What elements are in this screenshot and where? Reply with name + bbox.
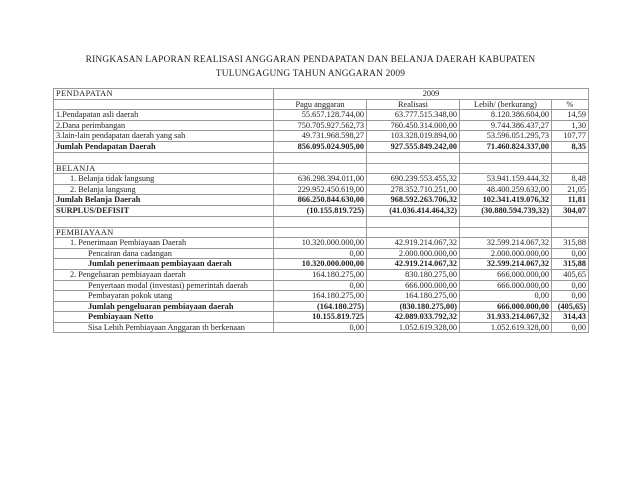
realisasi-value: 927.555.849.242,00 [367, 141, 460, 152]
realisasi-value: (41.036.414.464,32) [367, 205, 460, 216]
row-label: Jumlah Belanja Daerah [54, 195, 274, 206]
column-header-pagu: Pagu anggaran [274, 99, 367, 110]
lebih-value: 53.941.159.444,32 [460, 174, 552, 185]
pagu-value: (164.180.275) [274, 301, 367, 312]
empty-cell [552, 227, 589, 238]
lebih-value: 1.052.619.328,00 [460, 322, 552, 333]
empty-cell [460, 163, 552, 174]
pagu-value: 10.155.819.725 [274, 312, 367, 323]
realisasi-value: 666.000.000,00 [367, 280, 460, 291]
total-row-belanja [54, 195, 589, 206]
column-header-percent: % [552, 99, 589, 110]
row-label: 1. Penerimaan Pembiayaan Daerah [54, 238, 274, 249]
percent-value: 314,43 [552, 312, 589, 323]
pagu-value: 0,00 [274, 322, 367, 333]
lebih-value: 666.000.000,00 [460, 301, 552, 312]
realisasi-value: 278.352.710.251,00 [367, 184, 460, 195]
row-label: 2.Dana perimbangan [54, 120, 274, 131]
pagu-value: 866.250.844.630,00 [274, 195, 367, 206]
percent-value: 8,35 [552, 141, 589, 152]
table-row [54, 238, 589, 249]
table-row [54, 291, 589, 302]
realisasi-value: 2.000.000.000,00 [367, 248, 460, 259]
section-label: BELANJA [54, 163, 274, 174]
spacer-row [54, 216, 589, 227]
lebih-value: (30.880.594.739,32) [460, 205, 552, 216]
percent-value: 0,00 [552, 322, 589, 333]
lebih-value: 666.000.000,00 [460, 280, 552, 291]
empty-cell [367, 152, 460, 163]
row-label: Pencairan dana cadangan [54, 248, 274, 259]
percent-value: 304,07 [552, 205, 589, 216]
pagu-value: 856.095.024.905,00 [274, 141, 367, 152]
budget-summary-table [53, 88, 589, 333]
pagu-value: 0,00 [274, 280, 367, 291]
lebih-value: 9.744.386.437,27 [460, 120, 552, 131]
spacer-row [54, 152, 589, 163]
column-header-lebih: Lebih/ (berkurang) [460, 99, 552, 110]
realisasi-value: 164.180.275,00 [367, 291, 460, 302]
realisasi-value: 968.592.263.706,32 [367, 195, 460, 206]
pagu-value: 164.180.275,00 [274, 291, 367, 302]
lebih-value: 666.000.000,00 [460, 269, 552, 280]
section-label-pendapatan: PENDAPATAN [54, 89, 274, 100]
row-label: Pembayaran pokok utang [54, 291, 274, 302]
row-label: 3.lain-lain pendapatan daerah yang sah [54, 131, 274, 142]
table-row [54, 248, 589, 259]
percent-value: 8,48 [552, 174, 589, 185]
lebih-value: 32.599.214.067,32 [460, 259, 552, 270]
percent-value: 21,05 [552, 184, 589, 195]
row-label: Jumlah pengeluaran pembiayaan daerah [54, 301, 274, 312]
empty-cell [552, 163, 589, 174]
pagu-value: (10.155.819.725) [274, 205, 367, 216]
table-row [54, 269, 589, 280]
empty-cell [367, 216, 460, 227]
percent-value: 14,59 [552, 110, 589, 121]
total-row-pendapatan [54, 141, 589, 152]
column-header-realisasi: Realisasi [367, 99, 460, 110]
empty-cell [552, 216, 589, 227]
lebih-value: 0,00 [460, 291, 552, 302]
row-label: Pembiayaan Netto [54, 312, 274, 323]
row-label: SURPLUS/DEFISIT [54, 205, 274, 216]
header-row-1 [54, 89, 589, 100]
table-row [54, 110, 589, 121]
realisasi-value: 42.089.033.792,32 [367, 312, 460, 323]
pagu-value: 636.298.394.011,00 [274, 174, 367, 185]
realisasi-value: 690.239.553.455,32 [367, 174, 460, 185]
pagu-value: 49.731.968.598,27 [274, 131, 367, 142]
empty-cell [54, 216, 274, 227]
empty-cell [274, 216, 367, 227]
pagu-value: 750.705.927.562,73 [274, 120, 367, 131]
empty-cell [460, 152, 552, 163]
realisasi-value: 760.450.314.000,00 [367, 120, 460, 131]
report-title-line-1: RINGKASAN LAPORAN REALISASI ANGGARAN PENDAPATAN DAN BELANJA DAERAH KABUPATEN [85, 55, 536, 65]
percent-value: 315,88 [552, 238, 589, 249]
header-row-2 [54, 99, 589, 110]
empty-cell [552, 152, 589, 163]
row-label: Jumlah penerimaan pembiayaan daerah [54, 259, 274, 270]
table-row [54, 280, 589, 291]
realisasi-value: 42.919.214.067,32 [367, 259, 460, 270]
percent-value: 315,88 [552, 259, 589, 270]
lebih-value: 53.596.051.295,73 [460, 131, 552, 142]
realisasi-value: 830.180.275,00 [367, 269, 460, 280]
subtotal-row [54, 259, 589, 270]
row-label: 2. Belanja langsung [54, 184, 274, 195]
percent-value: 11,81 [552, 195, 589, 206]
subtotal-row [54, 312, 589, 323]
percent-value: 0,00 [552, 291, 589, 302]
table-row [54, 131, 589, 142]
empty-cell [274, 152, 367, 163]
empty-cell [460, 227, 552, 238]
realisasi-value: 1.052.619.328,00 [367, 322, 460, 333]
row-label: 1.Pendapatan asli daerah [54, 110, 274, 121]
empty-cell [460, 216, 552, 227]
percent-value: 1,30 [552, 120, 589, 131]
subtotal-row [54, 301, 589, 312]
empty-cell [274, 163, 367, 174]
row-label: Penyertaan modal (investasi) pemerintah daerah [54, 280, 274, 291]
row-label: 1. Belanja tidak langsung [54, 174, 274, 185]
empty-cell [54, 99, 274, 110]
table-row [54, 322, 589, 333]
table-row [54, 174, 589, 185]
section-row-pembiayaan [54, 227, 589, 238]
row-label: 2. Pengeluaran pembiayaan daerah [54, 269, 274, 280]
empty-cell [54, 152, 274, 163]
lebih-value: 31.933.214.067,32 [460, 312, 552, 323]
table-row [54, 120, 589, 131]
realisasi-value: 103.328.019.894,00 [367, 131, 460, 142]
realisasi-value: 42.919.214.067,32 [367, 238, 460, 249]
year-header: 2009 [274, 89, 589, 100]
pagu-value: 164.180.275,00 [274, 269, 367, 280]
empty-cell [367, 163, 460, 174]
lebih-value: 48.400.259.632,00 [460, 184, 552, 195]
report-title-line-2: TULUNGAGUNG TAHUN ANGGARAN 2009 [215, 69, 406, 79]
realisasi-value: 63.777.515.348,00 [367, 110, 460, 121]
empty-cell [274, 227, 367, 238]
pagu-value: 10.320.000.000,00 [274, 259, 367, 270]
lebih-value: 102.341.419.076,32 [460, 195, 552, 206]
percent-value: 0,00 [552, 248, 589, 259]
lebih-value: 32.599.214.067,32 [460, 238, 552, 249]
percent-value: 0,00 [552, 280, 589, 291]
section-row-belanja [54, 163, 589, 174]
lebih-value: 2.000.000.000,00 [460, 248, 552, 259]
row-label: Sisa Lebih Pembiayaan Anggaran th berkenaan [54, 322, 274, 333]
section-label: PEMBIAYAAN [54, 227, 274, 238]
pagu-value: 229.952.450.619,00 [274, 184, 367, 195]
pagu-value: 55.657.128.744,00 [274, 110, 367, 121]
table-body [54, 89, 589, 333]
report-title [40, 53, 581, 81]
percent-value: 107,77 [552, 131, 589, 142]
pagu-value: 10.320.000.000,00 [274, 238, 367, 249]
percent-value: 405,65 [552, 269, 589, 280]
lebih-value: 8.120.386.604,00 [460, 110, 552, 121]
row-label: Jumlah Pendapatan Daerah [54, 141, 274, 152]
lebih-value: 71.460.824.337,00 [460, 141, 552, 152]
pagu-value: 0,00 [274, 248, 367, 259]
empty-cell [367, 227, 460, 238]
realisasi-value: (830.180.275,00) [367, 301, 460, 312]
surplus-deficit-row [54, 205, 589, 216]
table-row [54, 184, 589, 195]
percent-value: (405,65) [552, 301, 589, 312]
